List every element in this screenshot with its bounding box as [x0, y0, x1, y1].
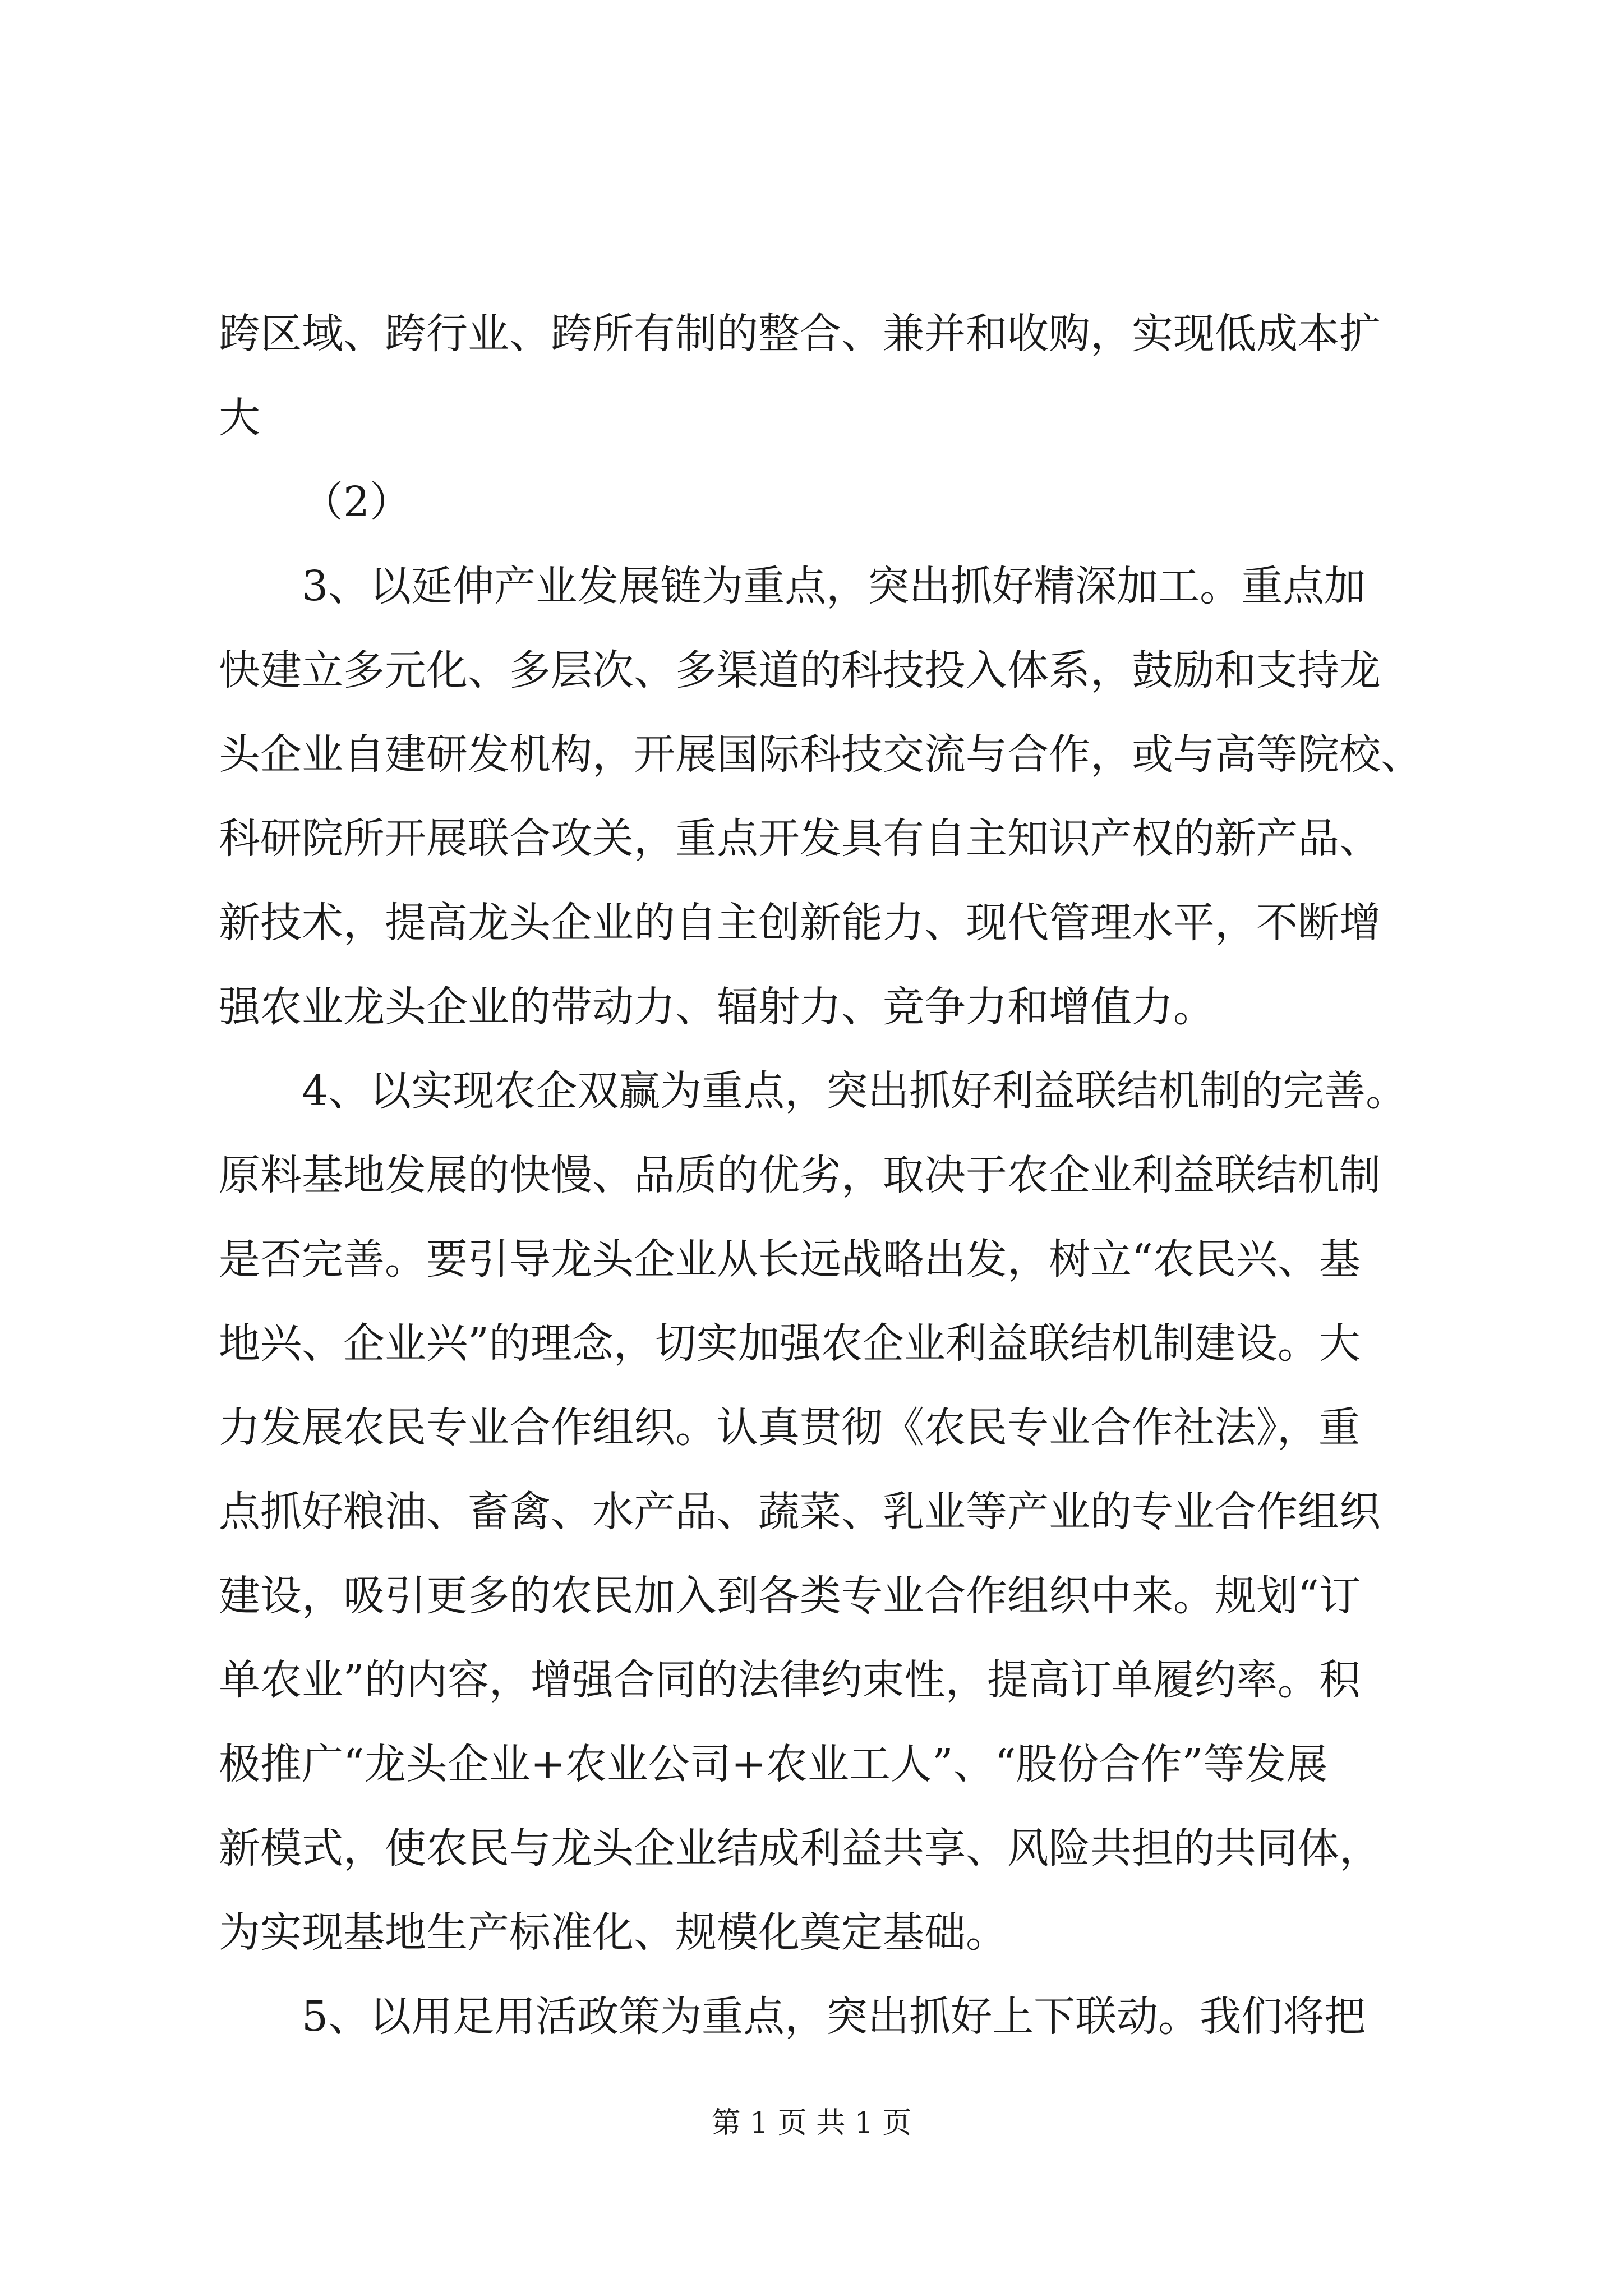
text-line: 地兴、企业兴”的理念，切实加强农企业利益联结机制建设。大 — [219, 1319, 1361, 1368]
text-line: 跨区域、跨行业、跨所有制的整合、兼并和收购，实现低成本扩 — [219, 310, 1381, 358]
text-line: 建设，吸引更多的农民加入到各类专业合作组织中来。规划“订 — [219, 1572, 1361, 1620]
text-line: 新模式，使农民与龙头企业结成利益共享、风险共担的共同体， — [219, 1824, 1381, 1872]
text-line: 快建立多元化、多层次、多渠道的科技投入体系，鼓励和支持龙 — [219, 646, 1381, 694]
text-line: 单农业”的内容，增强合同的法律约束性，提高订单履约率。积 — [219, 1656, 1361, 1704]
text-line: 力发展农民专业合作组织。认真贯彻《农民专业合作社法》，重 — [219, 1404, 1360, 1452]
text-line: （2） — [302, 478, 412, 526]
paragraph-3-first-line: 3、以延伸产业发展链为重点，突出抓好精深加工。重点加 — [302, 562, 1366, 610]
text-line: 大 — [219, 394, 260, 442]
text-line: 是否完善。要引导龙头企业从长远战略出发，树立“农民兴、基 — [219, 1235, 1361, 1283]
text-line: 强农业龙头企业的带动力、辐射力、竞争力和增值力。 — [219, 983, 1215, 1031]
text-line: 头企业自建研发机构，开展国际科技交流与合作，或与高等院校、 — [219, 730, 1422, 779]
text-line: 点抓好粮油、畜禽、水产品、蔬菜、乳业等产业的专业合作组织 — [219, 1488, 1381, 1536]
text-line: 新技术，提高龙头企业的自主创新能力、现代管理水平，不断增 — [219, 899, 1381, 947]
paragraph-5-first-line: 5、以用足用活政策为重点，突出抓好上下联动。我们将把 — [302, 1993, 1366, 2041]
text-line: 为实现基地生产标准化、规模化奠定基础。 — [219, 1908, 1007, 1957]
text-line: 原料基地发展的快慢、品质的优劣，取决于农企业利益联结机制 — [219, 1151, 1381, 1199]
page-footer: 第 1 页 共 1 页 — [711, 2106, 912, 2140]
document-body — [219, 292, 1436, 2059]
text-line: 科研院所开展联合攻关，重点开发具有自主知识产权的新产品、 — [219, 815, 1381, 863]
text-line: 极推广“龙头企业+农业公司+农业工人”、“股份合作”等发展 — [219, 1740, 1328, 1788]
paragraph-4-first-line: 4、以实现农企双赢为重点，突出抓好利益联结机制的完善。 — [302, 1067, 1408, 1115]
